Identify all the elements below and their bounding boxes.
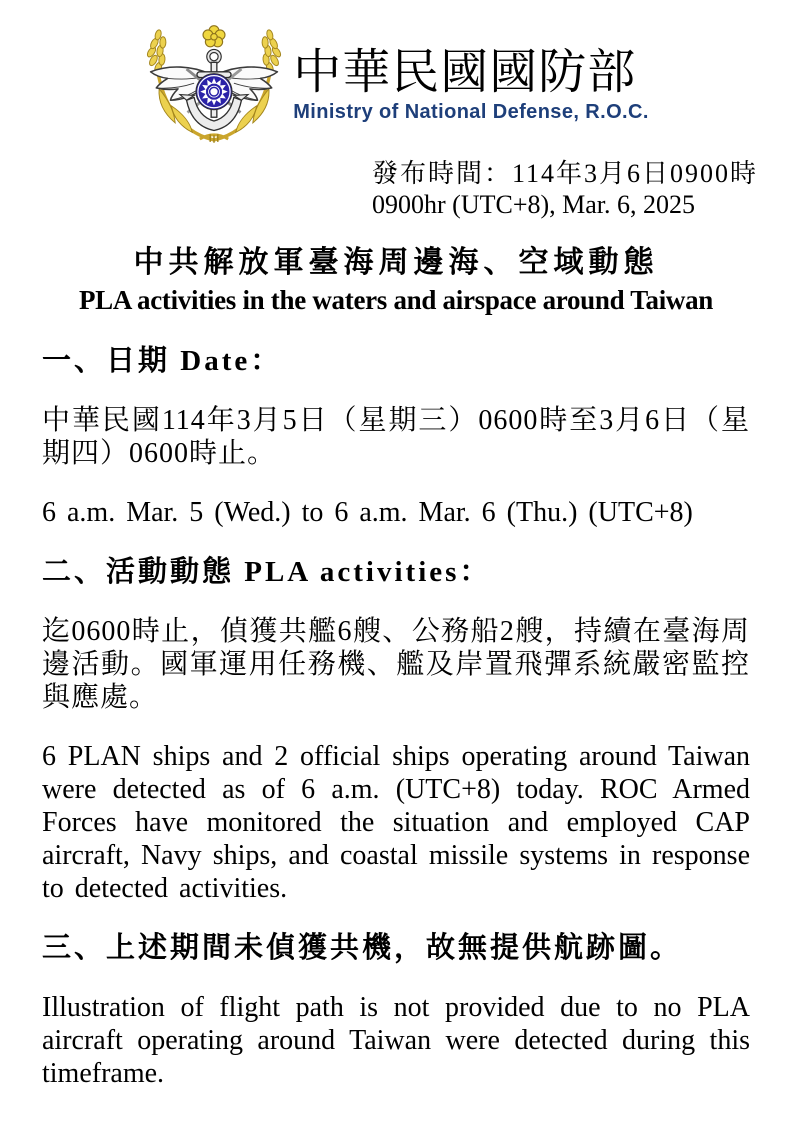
org-name-en: Ministry of National Defense, R.O.C. — [293, 101, 649, 124]
section-no-aircraft-heading: 三、上述期間未偵獲共機，故無提供航跡圖。 — [42, 932, 683, 964]
org-name-zh: 中華民國國防部 — [293, 45, 637, 99]
section-activities — [42, 555, 750, 905]
section-no-aircraft — [42, 931, 750, 1090]
paragraph-activities-zh: 迄0600時止，偵獲共艦6艘、公務船2艘，持續在臺海周邊活動。國軍運用任務機、艦及岸置飛彈系統嚴密監控與應處。 — [42, 616, 750, 713]
release-time-zh: 發布時間：114年3月6日0900時 — [372, 159, 759, 188]
release-time-block — [372, 158, 759, 220]
paragraph-date-zh: 中華民國114年3月5日（星期三）0600時至3月6日（星期四）0600時止。 — [42, 405, 750, 469]
release-time-en: 0900hr (UTC+8), Mar. 6, 2025 — [372, 190, 696, 219]
paragraph-activities-en: 6 PLAN ships and 2 official ships operating around Taiwan were detected as of 6 a.m. (UTC+8) today. ROC Armed Forces have monitored the situation and employed CAP aircraft, Navy ships, and coastal missile systems in response to detected activities. — [42, 741, 750, 904]
document-title-en: PLA activities in the waters and airspace around Taiwan — [78, 285, 714, 315]
section-date — [42, 344, 750, 529]
masthead — [42, 22, 750, 150]
section-date-heading: 一、日期 Date： — [42, 345, 283, 377]
org-name-block — [293, 45, 649, 124]
paragraph-date-en: 6 a.m. Mar. 5 (Wed.) to 6 a.m. Mar. 6 (Thu.) (UTC+8) — [42, 497, 693, 528]
document-title — [42, 244, 750, 318]
section-activities-heading: 二、活動動態 PLA activities： — [42, 556, 492, 588]
document-title-zh: 中共解放軍臺海周邊海、空域動態 — [133, 246, 659, 279]
mnd-emblem-icon — [143, 24, 285, 148]
paragraph-no-aircraft-en: Illustration of flight path is not provided due to no PLA aircraft operating around Taiwan were detected during this timeframe. — [42, 992, 750, 1089]
